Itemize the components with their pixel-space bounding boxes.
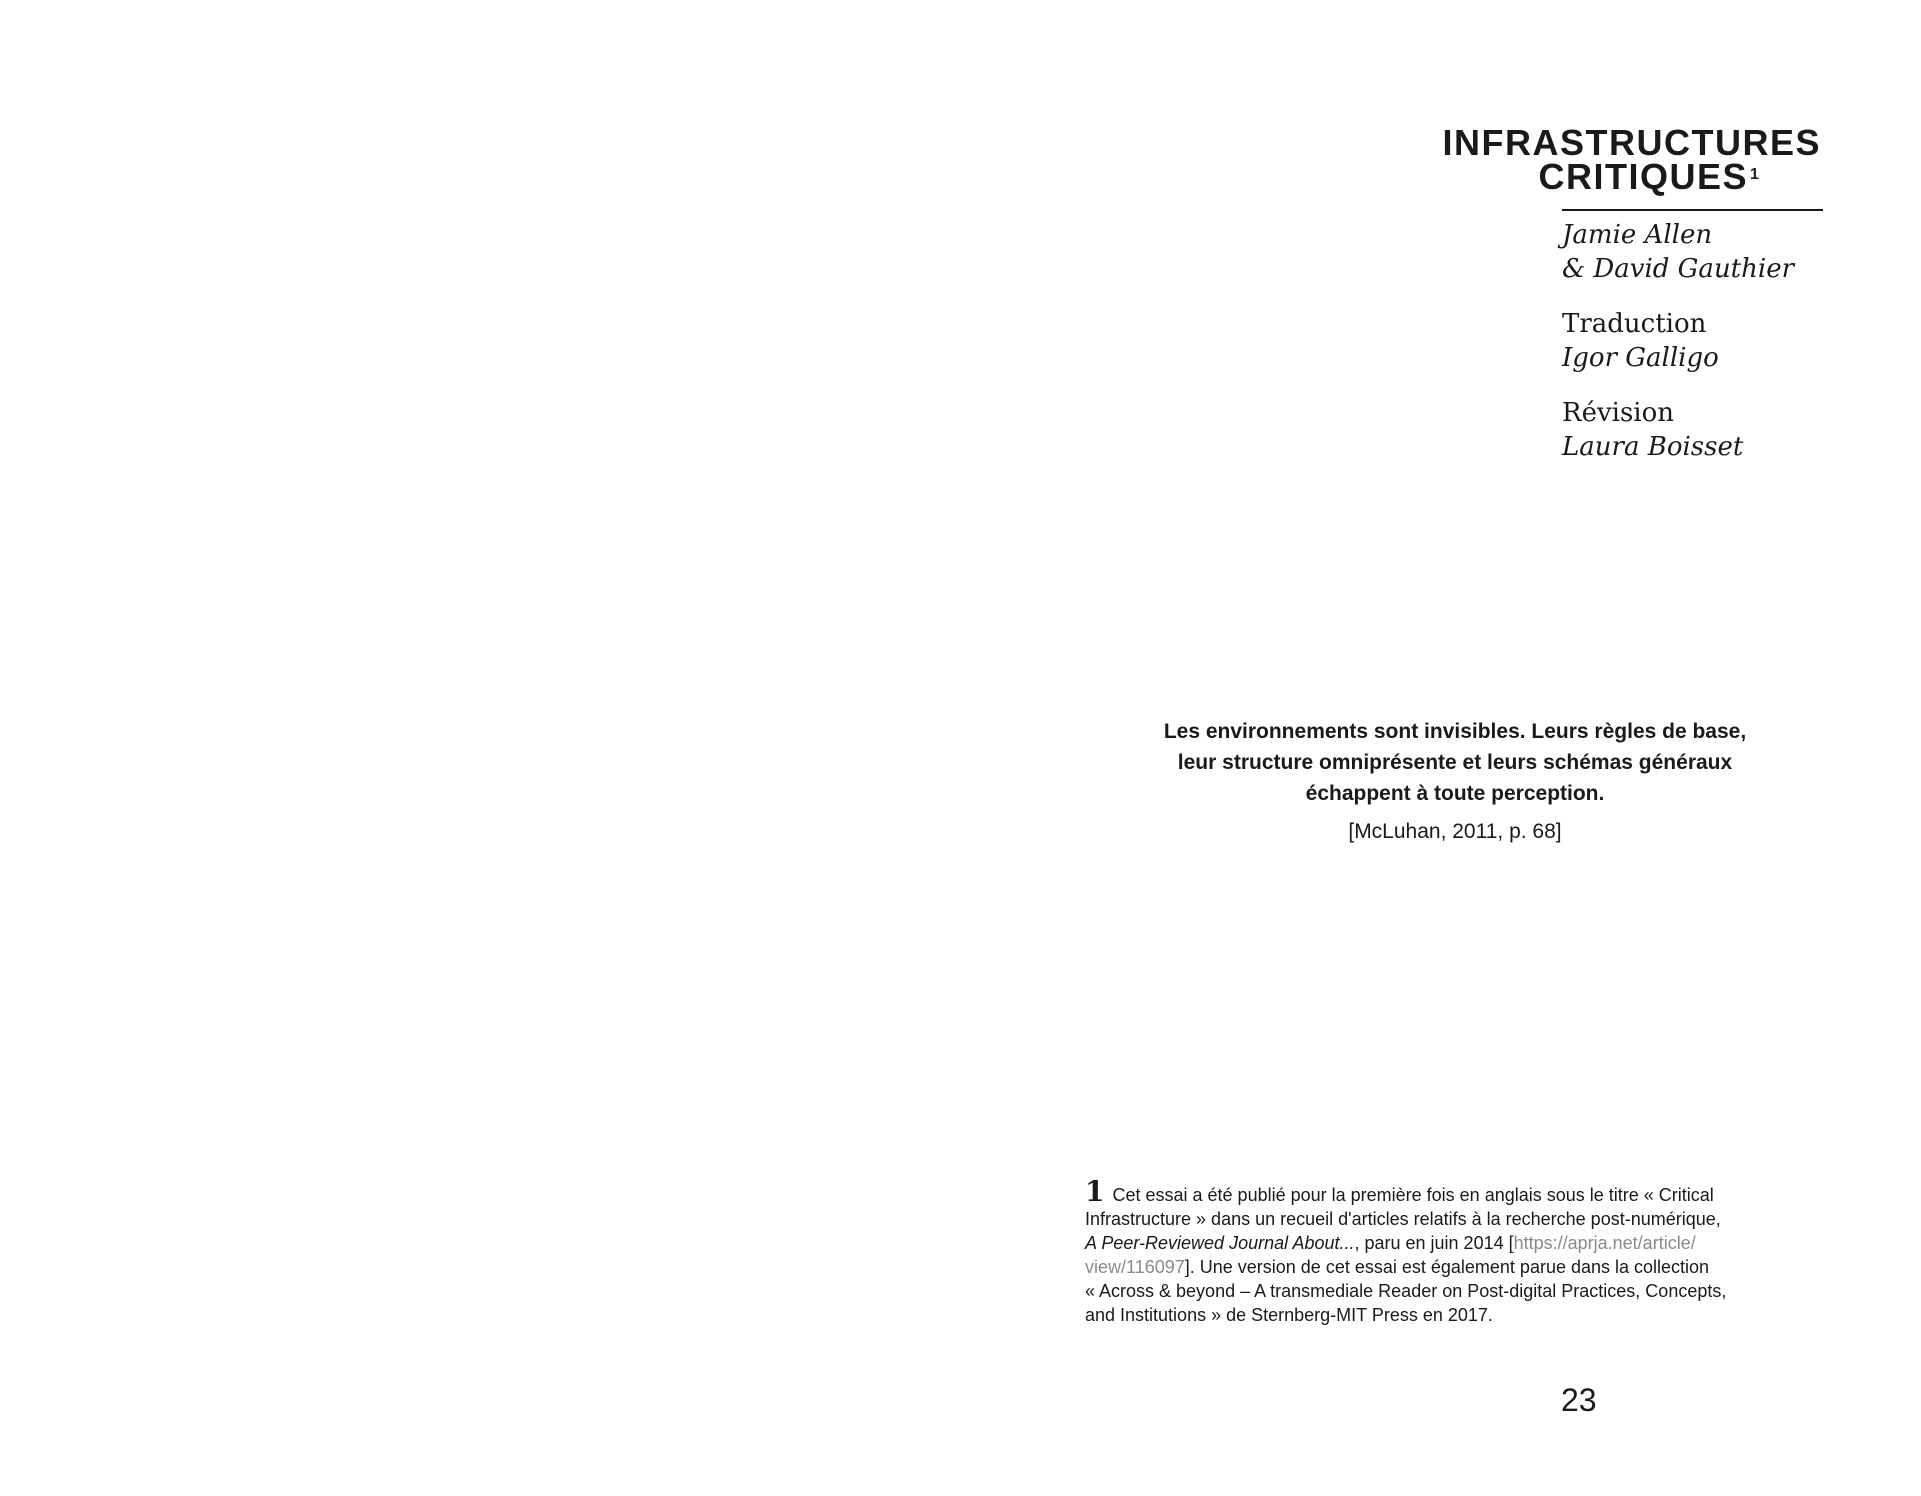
page-number: 23: [1561, 1382, 1597, 1418]
footnote: [1085, 1175, 1825, 1327]
article-title: [1442, 122, 1822, 197]
footnote-line-4: [1085, 1255, 1825, 1279]
footnote-url-part-2[interactable]: view/116097: [1085, 1257, 1185, 1277]
epigraph-line: leur structure omniprésente et leurs schémas généraux: [1177, 751, 1733, 774]
revision-credit: [1562, 396, 1794, 464]
translation-label: Traduction: [1562, 309, 1707, 339]
title-line-2: [1538, 156, 1822, 197]
footnote-number: 1: [1085, 1175, 1105, 1208]
footnote-text-3: , paru en juin 2014 [: [1354, 1233, 1514, 1253]
footnote-line-1: [1085, 1175, 1825, 1208]
footnote-url-part-1[interactable]: https://aprja.net/article/: [1513, 1233, 1696, 1253]
title-line-2-text: CRITIQUES: [1538, 156, 1749, 197]
title-footnote-marker[interactable]: 1: [1750, 166, 1759, 183]
title-rule: [1562, 209, 1823, 211]
translator-name: Igor Galligo: [1562, 343, 1719, 373]
credits: [1562, 218, 1794, 485]
author-1: Jamie Allen: [1562, 220, 1713, 250]
translation-credit: [1562, 307, 1794, 375]
epigraph: [1100, 716, 1810, 847]
author-2: & David Gauthier: [1562, 254, 1795, 284]
revision-label: Révision: [1562, 398, 1675, 428]
epigraph-line: échappent à toute perception.: [1305, 782, 1605, 805]
authors: [1562, 218, 1794, 286]
footnote-text-4: ]. Une version de cet essai est également parue dans la collection: [1184, 1257, 1710, 1277]
journal-title: A Peer-Reviewed Journal About...: [1085, 1233, 1355, 1253]
epigraph-line: Les environnements sont invisibles. Leurs règles de base,: [1163, 720, 1747, 743]
footnote-line-6: and Institutions » de Sternberg-MIT Press en 2017.: [1085, 1305, 1493, 1325]
footnote-line-5: « Across & beyond – A transmediale Reader on Post-digital Practices, Concepts,: [1085, 1281, 1727, 1301]
footnote-text-1: Cet essai a été publié pour la première fois en anglais sous le titre « Critical: [1112, 1185, 1714, 1205]
epigraph-quote: [1100, 716, 1810, 809]
footnote-line-3: [1085, 1231, 1825, 1255]
reviser-name: Laura Boisset: [1562, 432, 1744, 462]
title-line-1: INFRASTRUCTURES: [1442, 122, 1821, 163]
epigraph-citation: [McLuhan, 2011, p. 68]: [1348, 820, 1562, 843]
footnote-line-2: Infrastructure » dans un recueil d'articles relatifs à la recherche post-numérique,: [1085, 1209, 1721, 1229]
